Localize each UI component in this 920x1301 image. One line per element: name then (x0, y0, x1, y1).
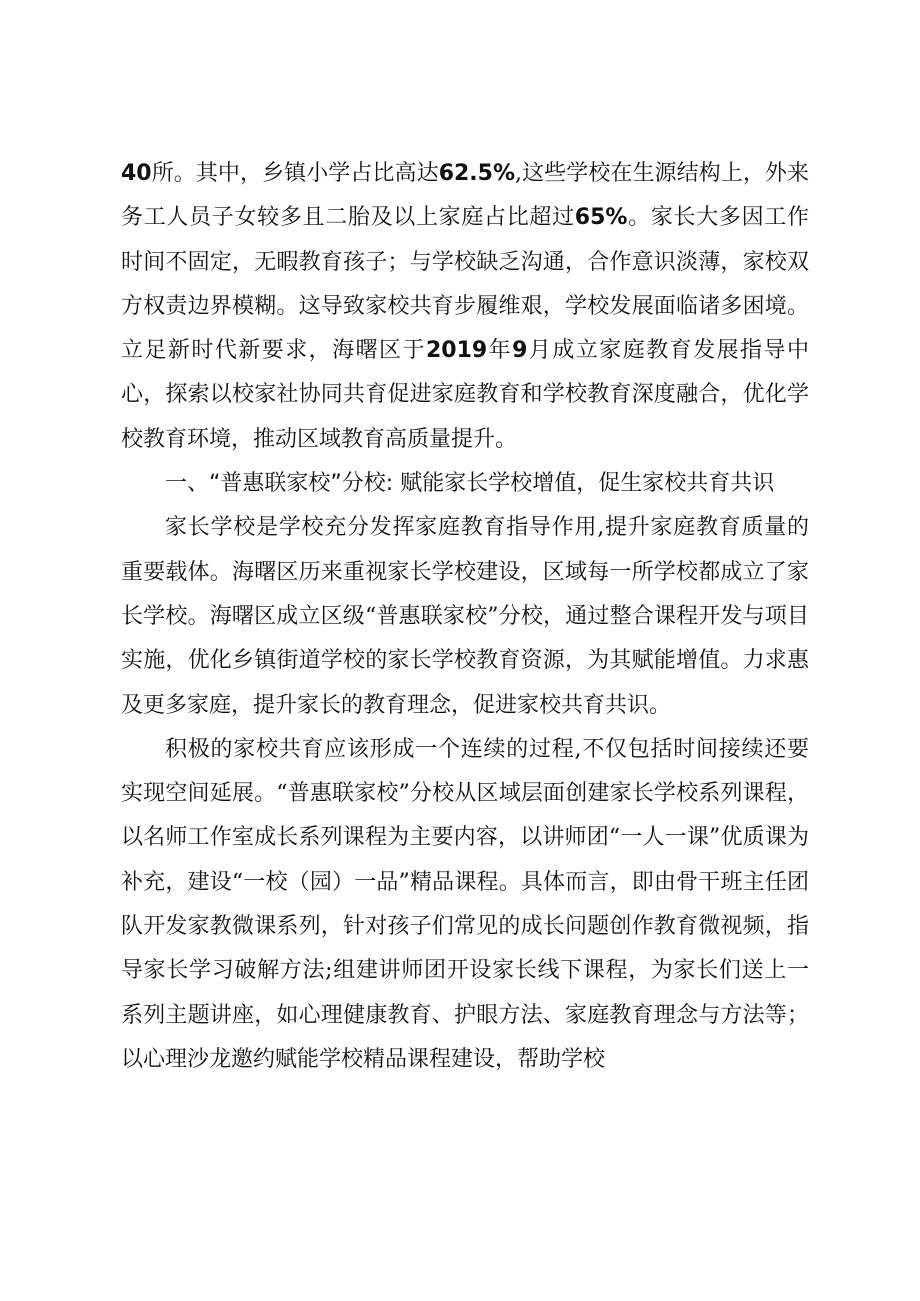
paragraph-curriculum: 积极的家校共育应该形成一个连续的过程,不仅包括时间接续还要实现空间延展。“普惠联家校”分校从区域层面创建家长学校系列课程，以名师工作室成长系列课程为主要内容，以讲师团“一人一课”优质课为补充，建设“一校（园）一品”精品课程。具体而言，即由骨干班主任团队开发家教微课系列，针对孩子们常见的成长问题创作教育微视频，指导家长学习破解方法;组建讲师团开设家长线下课程，为家长们送上一系列主题讲座，如心理健康教育、护眼方法、家庭教育理念与方法等；以心理沙龙邀约赋能学校精品课程建设，帮助学校 (121, 736, 809, 1072)
township-percentage: 62.5% (438, 161, 516, 186)
paragraph-text: 所。其中，乡镇小学占比高达 (151, 161, 439, 186)
section-heading: 一、“普惠联家校”分校: 赋能家长学校增值，促生家校共育共识 (165, 471, 775, 497)
paragraph-text: 年 (487, 338, 513, 364)
paragraph-parent-school: 家长学校是学校充分发挥家庭教育指导作用,提升家庭教育质量的重要载体。海曙区历来重视家长学校建设，区域每一所学校都成立了家长学校。海曙区成立区级“普惠联家校”分校，通过整合课程开发与项目实施，优化乡镇街道学校的家长学校教育资源，为其赋能增值。力求惠及更多家庭，提升家长的教育理念，促进家校共育共识。 (121, 515, 809, 718)
founding-month: 9 (512, 338, 528, 364)
paragraph-text: 。家长大多因工作时间不固定，无暇教育孩子；与学校缺乏沟通，合作意识淡薄，家校双方权责边界模糊。这导致家校共育步履维艰，学校发展面临诸多困境。立足新时代新要求，海曙区于 (121, 205, 809, 364)
second-child-percentage: 65% (574, 205, 628, 231)
paragraph-statistics (121, 152, 809, 462)
paragraph-text: 月成立家庭教育发展指导中心，探索以校家社协同共育促进家庭教育和学校教育深度融合，优化学校教育环境，推动区域教育高质量提升。 (121, 338, 809, 452)
paragraph-text: ,这些学校在生源结构上，外来务工人员子女较多且二胎及以上家庭占比超过 (121, 161, 809, 231)
document-body (121, 152, 809, 1082)
school-count-number: 40 (121, 161, 152, 186)
founding-year: 2019 (425, 338, 488, 364)
